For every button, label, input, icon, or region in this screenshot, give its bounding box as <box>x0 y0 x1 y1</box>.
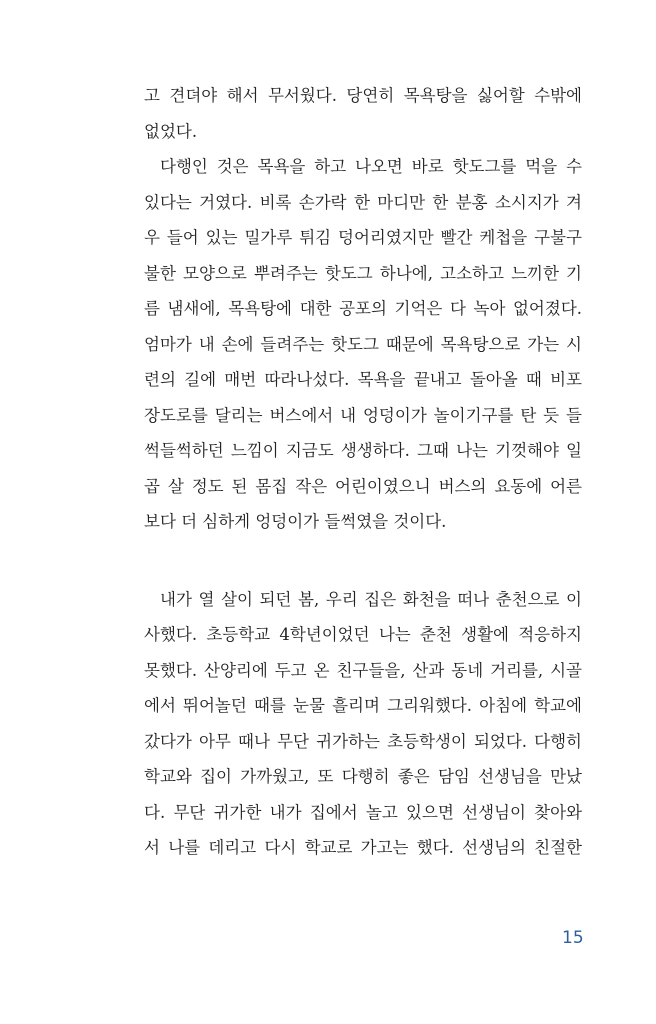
text-line: 장도로를 달리는 버스에서 내 엉덩이가 놀이기구를 탄 듯 들 <box>144 405 582 425</box>
text-line: 보다 더 심하게 엉덩이가 들썩였을 것이다. <box>144 512 447 531</box>
text-line: 있다는 거였다. 비록 손가락 한 마디만 한 분홍 소시지가 겨 <box>144 192 582 212</box>
text-line: 서 나를 데리고 다시 학교로 가고는 했다. 선생님의 친절한 <box>144 838 582 857</box>
body-text <box>144 78 582 866</box>
text-line: 곱 살 정도 된 몸집 작은 어린이였으니 버스의 요동에 어른 <box>144 476 582 496</box>
text-line: 련의 길에 매번 따라나섰다. 목욕을 끝내고 돌아올 때 비포 <box>144 370 582 389</box>
paragraph-1 <box>144 78 582 149</box>
text-line: 학교와 집이 가까웠고, 또 다행히 좋은 담임 선생님을 만났 <box>144 767 582 786</box>
paragraph-3 <box>144 582 582 866</box>
text-line: 불한 모양으로 뿌려주는 핫도그 하나에, 고소하고 느끼한 기 <box>144 263 582 283</box>
text-line: 름 냄새에, 목욕탕에 대한 공포의 기억은 다 녹아 없어졌다. <box>144 299 582 318</box>
text-line: 우 들어 있는 밀가루 튀김 덩어리였지만 빨간 케첩을 구불구 <box>144 228 582 247</box>
text-line: 고 견뎌야 해서 무서웠다. 당연히 목욕탕을 싫어할 수밖에 <box>144 86 582 105</box>
text-line: 엄마가 내 손에 들려주는 핫도그 때문에 목욕탕으로 가는 시 <box>144 334 582 354</box>
text-line: 사했다. 초등학교 4학년이었던 나는 춘천 생활에 적응하지 <box>144 625 582 644</box>
text-line: 없었다. <box>144 121 198 141</box>
page-number: 15 <box>562 928 584 948</box>
text-line: 썩들썩하던 느낌이 지금도 생생하다. 그때 나는 기껏해야 일 <box>144 441 582 460</box>
text-line: 내가 열 살이 되던 봄, 우리 집은 화천을 떠나 춘천으로 이 <box>160 589 582 609</box>
text-line: 다. 무단 귀가한 내가 집에서 놀고 있으면 선생님이 찾아와 <box>144 802 582 822</box>
text-line: 못했다. 산양리에 두고 온 친구들을, 산과 동네 거리를, 시골 <box>144 660 582 680</box>
paragraph-2 <box>144 149 582 540</box>
section-break <box>144 540 582 582</box>
text-line: 갔다가 아무 때나 무단 귀가하는 초등학생이 되었다. 다행히 <box>144 731 582 751</box>
text-line: 다행인 것은 목욕을 하고 나오면 바로 핫도그를 먹을 수 <box>160 157 582 176</box>
text-line: 에서 뛰어놀던 때를 눈물 흘리며 그리워했다. 아침에 학교에 <box>144 696 582 715</box>
